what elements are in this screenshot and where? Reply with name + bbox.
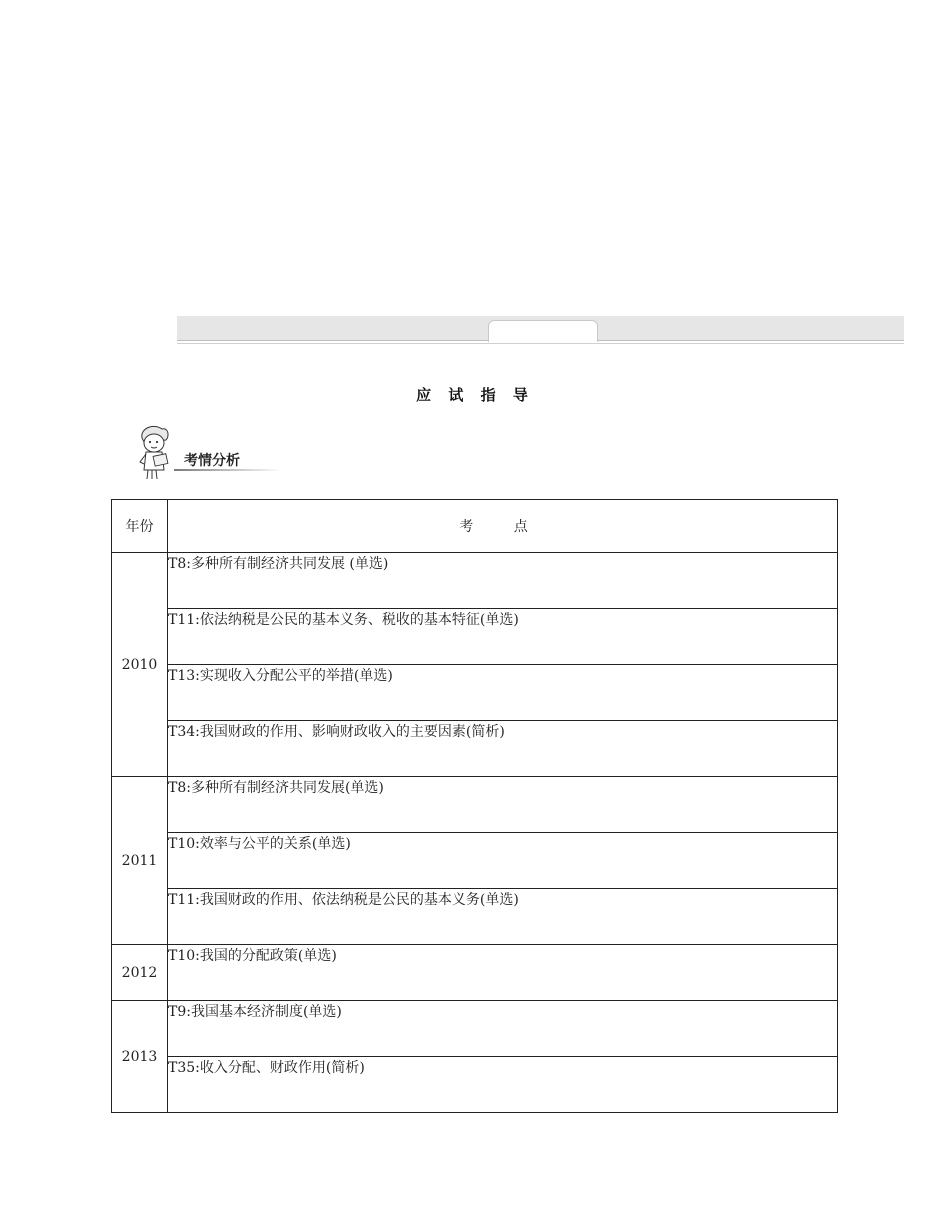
exam-point-cell: T34:我国财政的作用、影响财政收入的主要因素(简析)	[168, 721, 838, 777]
exam-point-cell: T8:多种所有制经济共同发展 (单选)	[168, 553, 838, 609]
year-cell: 2011	[112, 777, 168, 945]
exam-analysis-table	[111, 499, 838, 1113]
exam-point-cell: T8:多种所有制经济共同发展(单选)	[168, 777, 838, 833]
exam-point-cell: T10:我国的分配政策(单选)	[168, 945, 838, 1001]
exam-point-cell: T11:依法纳税是公民的基本义务、税收的基本特征(单选)	[168, 609, 838, 665]
exam-point-cell: T35:收入分配、财政作用(简析)	[168, 1057, 838, 1113]
header-year: 年份	[112, 500, 168, 553]
table-row	[112, 1057, 838, 1113]
table-row	[112, 721, 838, 777]
cartoon-student-icon	[134, 424, 178, 482]
table-row	[112, 833, 838, 889]
year-cell: 2013	[112, 1001, 168, 1113]
table-header-row	[112, 500, 838, 553]
section-heading	[134, 424, 294, 480]
table-row	[112, 553, 838, 609]
header-point: 考 点	[168, 500, 838, 553]
table-row	[112, 609, 838, 665]
table-row	[112, 665, 838, 721]
year-cell: 2012	[112, 945, 168, 1001]
exam-point-cell: T10:效率与公平的关系(单选)	[168, 833, 838, 889]
table-row	[112, 1001, 838, 1057]
exam-point-cell: T9:我国基本经济制度(单选)	[168, 1001, 838, 1057]
year-cell: 2010	[112, 553, 168, 777]
exam-point-cell: T11:我国财政的作用、依法纳税是公民的基本义务(单选)	[168, 889, 838, 945]
toolbar-divider	[177, 343, 904, 344]
table-row	[112, 945, 838, 1001]
table-row	[112, 889, 838, 945]
table-row	[112, 777, 838, 833]
exam-point-cell: T13:实现收入分配公平的举措(单选)	[168, 665, 838, 721]
section-underline	[174, 469, 282, 471]
active-tab[interactable]	[488, 320, 598, 342]
page-title: 应 试 指 导	[416, 386, 534, 404]
section-title: 考情分析	[184, 453, 240, 469]
